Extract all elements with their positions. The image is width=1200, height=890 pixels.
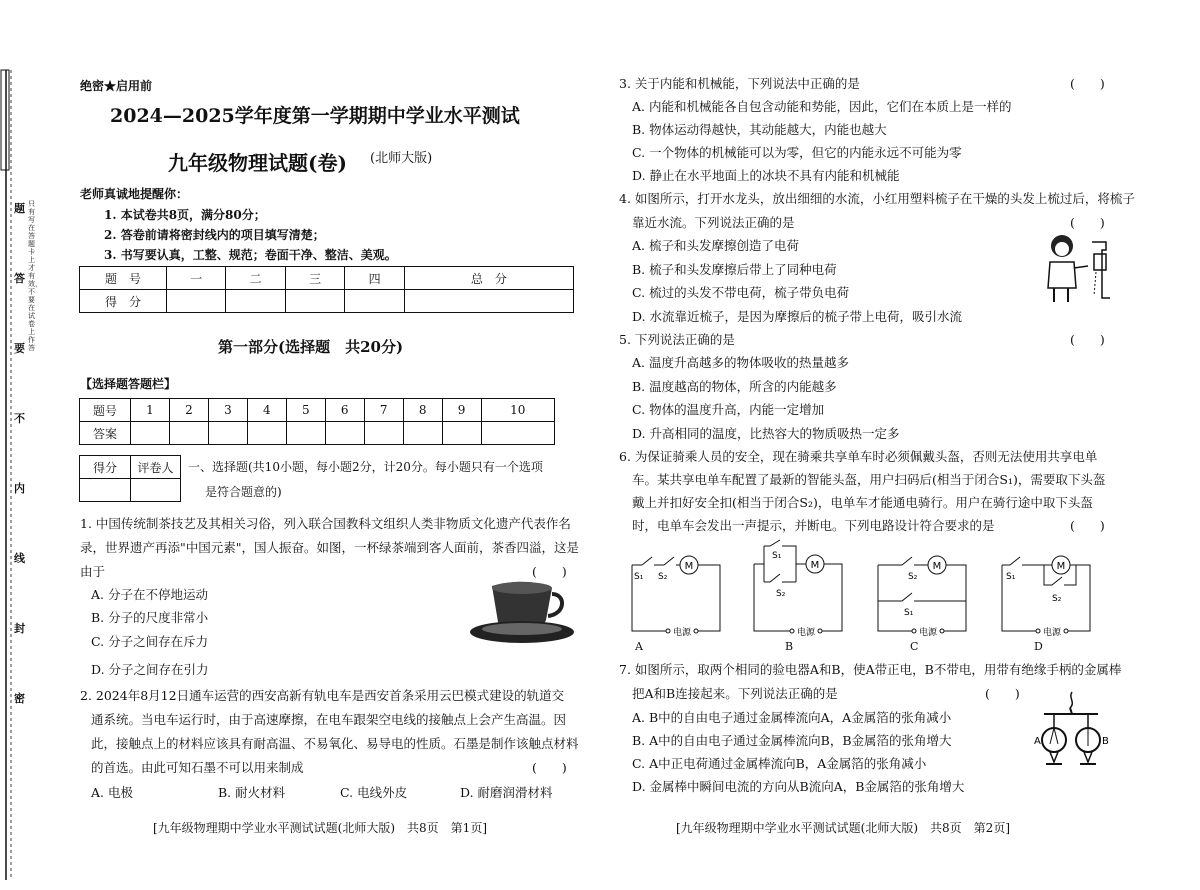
score-header-cell: 三 [285,267,344,290]
answer-table [79,398,555,445]
circuit-b-label: B [785,640,794,653]
q4-option-b[interactable]: B. 梳子和头发摩擦后带上了同种电荷 [632,262,837,277]
grader-score-label: 得分 [80,456,131,479]
q1-stem-line: 1. 中国传统制茶技艺及其相关习俗，列入联合国教科文组织人类非物质文化遗产代表作名 [80,516,571,531]
circuit-d-label: D [1034,640,1043,653]
exam-title: 2024—2025学年度第一学期期中学业水平测试 [110,105,520,127]
q1-option-d[interactable]: D. 分子之间存在引力 [91,662,209,677]
page2-footer: [九年级物理期中学业水平测试试题(北师大版) 共8页 第2页] [676,821,1010,835]
answer-header-cell: 10 [481,399,554,422]
q2-option-a[interactable]: A. 电极 [91,785,133,800]
part1-title: 第一部分(选择题 共20分) [218,338,404,356]
power-source-label: 电源 [918,628,938,638]
score-cell[interactable] [167,290,226,313]
q4-option-a[interactable]: A. 梳子和头发摩擦创造了电荷 [632,238,799,253]
switch-s2-label: S₂ [1052,594,1062,604]
score-table [79,266,574,313]
score-header-cell: 四 [345,267,404,290]
score-cell[interactable] [404,290,573,313]
gutter-label: 密 [14,692,25,705]
q2-option-b[interactable]: B. 耐火材料 [218,785,286,800]
answer-cell[interactable] [403,422,442,445]
score-header-cell: 总 分 [404,267,573,290]
q4-answer-paren[interactable]: ( ) [1070,215,1105,230]
q5-option-a[interactable]: A. 温度升高越多的物体吸收的热量越多 [632,355,849,370]
circuit-c[interactable] [872,545,972,645]
q2-option-d[interactable]: D. 耐磨润滑材料 [460,785,553,800]
girl-comb-water-figure [1036,232,1112,304]
tea-cup-figure [462,580,574,660]
q1-option-b[interactable]: B. 分子的尺度非常小 [91,610,209,625]
motor-symbol: M [1056,561,1066,572]
motor-symbol: M [810,560,820,571]
answer-bar-label: 【选择题答题栏】 [80,377,177,391]
score-label-cell: 得 分 [80,290,167,313]
reminder-item: 2. 答卷前请将密封线内的项目填写清楚； [104,228,325,242]
circuit-a-label: A [635,640,643,653]
motor-symbol: M [684,561,694,572]
gutter-label: 内 [14,482,25,495]
electroscope-b-label: B [1102,736,1109,747]
circuit-d[interactable] [996,545,1096,645]
switch-s2-label: S₂ [908,572,918,582]
binding-gutter [0,0,48,890]
motor-symbol: M [932,561,942,572]
gutter-lines [0,0,48,890]
q7-option-c[interactable]: C. A中正电荷通过金属棒流向B，A金属箔的张角减小 [632,756,927,771]
q5-option-d[interactable]: D. 升高相同的温度，比热容大的物质吸热一定多 [632,426,900,441]
score-cell[interactable] [345,290,404,313]
q2-stem-line: 此，接触点上的材料应该具有耐高温、不易氧化、易导电的性质。石墨是制作该触点材料 [91,736,579,751]
switch-s1-label: S₁ [634,572,644,582]
reminder-heading: 老师真诚地提醒你： [80,187,189,201]
q2-stem-line: 通系统。当电车运行时，由于高速摩擦，在电车跟架空电线的接触点上会产生高温。因 [91,712,567,727]
page1-footer: [九年级物理期中学业水平测试试题(北师大版) 共8页 第1页] [153,821,487,835]
q2-stem-line: 的首选。由此可知石墨不可以用来制成 [91,760,304,775]
answer-header-cell: 2 [169,399,208,422]
q3-option-d[interactable]: D. 静止在水平地面上的冰块不具有内能和机械能 [632,168,900,183]
answer-header-cell: 4 [247,399,286,422]
power-source-label: 电源 [1042,628,1062,638]
q5-option-c[interactable]: C. 物体的温度升高，内能一定增加 [632,402,825,417]
score-cell[interactable] [285,290,344,313]
reminder-item: 1. 本试卷共8页，满分80分； [104,208,266,222]
score-cell[interactable] [226,290,285,313]
gutter-label: 不 [14,412,25,425]
score-header-cell: 一 [167,267,226,290]
q6-stem-line: 6. 为保证骑乘人员的安全，现在骑乘共享单车时必须佩戴头盔，否则无法使用共享电单 [619,449,1098,464]
answer-header-cell: 6 [325,399,364,422]
grader-box [79,455,181,502]
electroscope-a-label: A [1034,736,1041,747]
answer-header-cell: 3 [208,399,247,422]
switch-s1-label: S₁ [772,551,782,561]
answer-label-cell: 答案 [80,422,131,445]
section1-instruction: 一、选择题(共10小题，每小题2分，计20分。每小题只有一个选项 [188,460,543,474]
q7-option-a[interactable]: A. B中的自由电子通过金属棒流向A，A金属箔的张角减小 [632,710,952,725]
q7-option-b[interactable]: B. A中的自由电子通过金属棒流向B，B金属箔的张角增大 [632,733,952,748]
exam-subtitle: 九年级物理试题(卷) [168,151,347,175]
circuit-b[interactable] [748,536,848,644]
section1-instruction-cont: 是符合题意的) [205,485,282,499]
q6-stem-line: 戴上并扣好安全扣(相当于闭合S₂)，电单车才能通电骑行。用户在骑行途中取下头盔 [632,495,1093,510]
grader-name-label: 评卷人 [131,456,181,479]
q1-option-c[interactable]: C. 分子之间存在斥力 [91,634,209,649]
answer-header-cell: 1 [131,399,170,422]
answer-header-cell: 8 [403,399,442,422]
reminder-item: 3. 书写要认真，工整、规范；卷面干净、整洁、美观。 [104,248,397,262]
q2-option-c[interactable]: C. 电线外皮 [340,785,408,800]
q3-stem: 3. 关于内能和机械能，下列说法中正确的是 [619,76,860,91]
answer-cell[interactable] [442,422,481,445]
answer-cell[interactable] [325,422,364,445]
power-source-label: 电源 [796,628,816,638]
answer-header-cell: 9 [442,399,481,422]
q7-answer-paren[interactable]: ( ) [985,686,1020,701]
answer-cell[interactable] [364,422,403,445]
q2-answer-paren[interactable]: ( ) [532,760,567,775]
answer-cell[interactable] [247,422,286,445]
q5-stem: 5. 下列说法正确的是 [619,332,735,347]
q3-answer-paren[interactable]: ( ) [1070,76,1105,91]
q4-option-d[interactable]: D. 水流靠近梳子，是因为摩擦后的梳子带上电荷，吸引水流 [632,309,963,324]
exam-edition: (北师大版) [370,151,433,166]
electroscope-figure [1030,690,1112,772]
gutter-label: 题 [14,202,25,215]
gutter-label: 线 [14,552,25,565]
gutter-label: 封 [14,622,25,635]
answer-cell[interactable] [169,422,208,445]
answer-cell[interactable] [481,422,554,445]
answer-header-cell: 题号 [80,399,131,422]
q1-answer-paren[interactable]: ( ) [532,564,567,579]
q7-stem-line: 7. 如图所示，取两个相同的验电器A和B，使A带正电，B不带电，用带有绝缘手柄的金属棒 [619,662,1122,677]
gutter-label: 答 [14,272,25,285]
q6-stem-line: 时，电单车会发出一声提示，并断电。下列电路设计符合要求的是 [632,518,995,533]
answer-cell[interactable] [208,422,247,445]
gutter-side-note: 只有写在答题卡上才有效，不要在试卷上作答 [28,200,42,352]
q6-stem-line: 车。某共享电单车配置了最新的智能头盔，用户扫码后(相当于闭合S₁)，需要取下头盔 [632,472,1106,487]
q7-option-d[interactable]: D. 金属棒中瞬间电流的方向从B流向A，B金属箔的张角增大 [632,779,965,794]
q5-answer-paren[interactable]: ( ) [1070,332,1105,347]
switch-s2-label: S₂ [776,589,786,599]
q4-stem-line: 4. 如图所示，打开水龙头，放出细细的水流，小红用塑料梳子在干燥的头发上梳过后，将梳子 [619,191,1135,206]
q3-option-b[interactable]: B. 物体运动得越快，其动能越大，内能也越大 [632,122,887,137]
q3-option-c[interactable]: C. 一个物体的机械能可以为零，但它的内能永远不可能为零 [632,145,962,160]
answer-cell[interactable] [286,422,325,445]
q1-stem-line: 录，世界遗产再添"中国元素"，国人振奋。如图，一杯绿茶端到客人面前，茶香四溢，这是 [80,540,580,555]
score-header-cell: 二 [226,267,285,290]
q1-option-a[interactable]: A. 分子在不停地运动 [91,587,208,602]
gutter-label: 要 [14,342,25,355]
q4-option-c[interactable]: C. 梳过的头发不带电荷，梳子带负电荷 [632,285,850,300]
q7-stem-line: 把A和B连接起来。下列说法正确的是 [632,686,838,701]
q4-stem-line: 靠近水流。下列说法正确的是 [632,215,795,230]
answer-cell[interactable] [131,422,170,445]
switch-s2-label: S₂ [658,572,668,582]
score-header-cell: 题 号 [80,267,167,290]
q1-stem-line: 由于 [80,564,106,579]
q3-option-a[interactable]: A. 内能和机械能各自包含动能和势能，因此，它们在本质上是一样的 [632,99,1012,114]
answer-header-cell: 7 [364,399,403,422]
switch-s1-label: S₁ [1006,572,1016,582]
answer-header-cell: 5 [286,399,325,422]
circuit-c-label: C [910,640,919,653]
q2-stem-line: 2. 2024年8月12日通车运营的西安高新有轨电车是西安首条采用云巴模式建设的轨道交 [80,688,565,703]
q5-option-b[interactable]: B. 温度越高的物体，所含的内能越多 [632,379,837,394]
switch-s1-label: S₁ [904,608,914,618]
power-source-label: 电源 [672,628,692,638]
secret-mark: 绝密★启用前 [80,79,153,93]
q6-answer-paren[interactable]: ( ) [1070,518,1105,533]
circuit-a[interactable] [624,545,724,645]
grader-score-cell[interactable] [80,479,131,502]
grader-name-cell[interactable] [131,479,181,502]
